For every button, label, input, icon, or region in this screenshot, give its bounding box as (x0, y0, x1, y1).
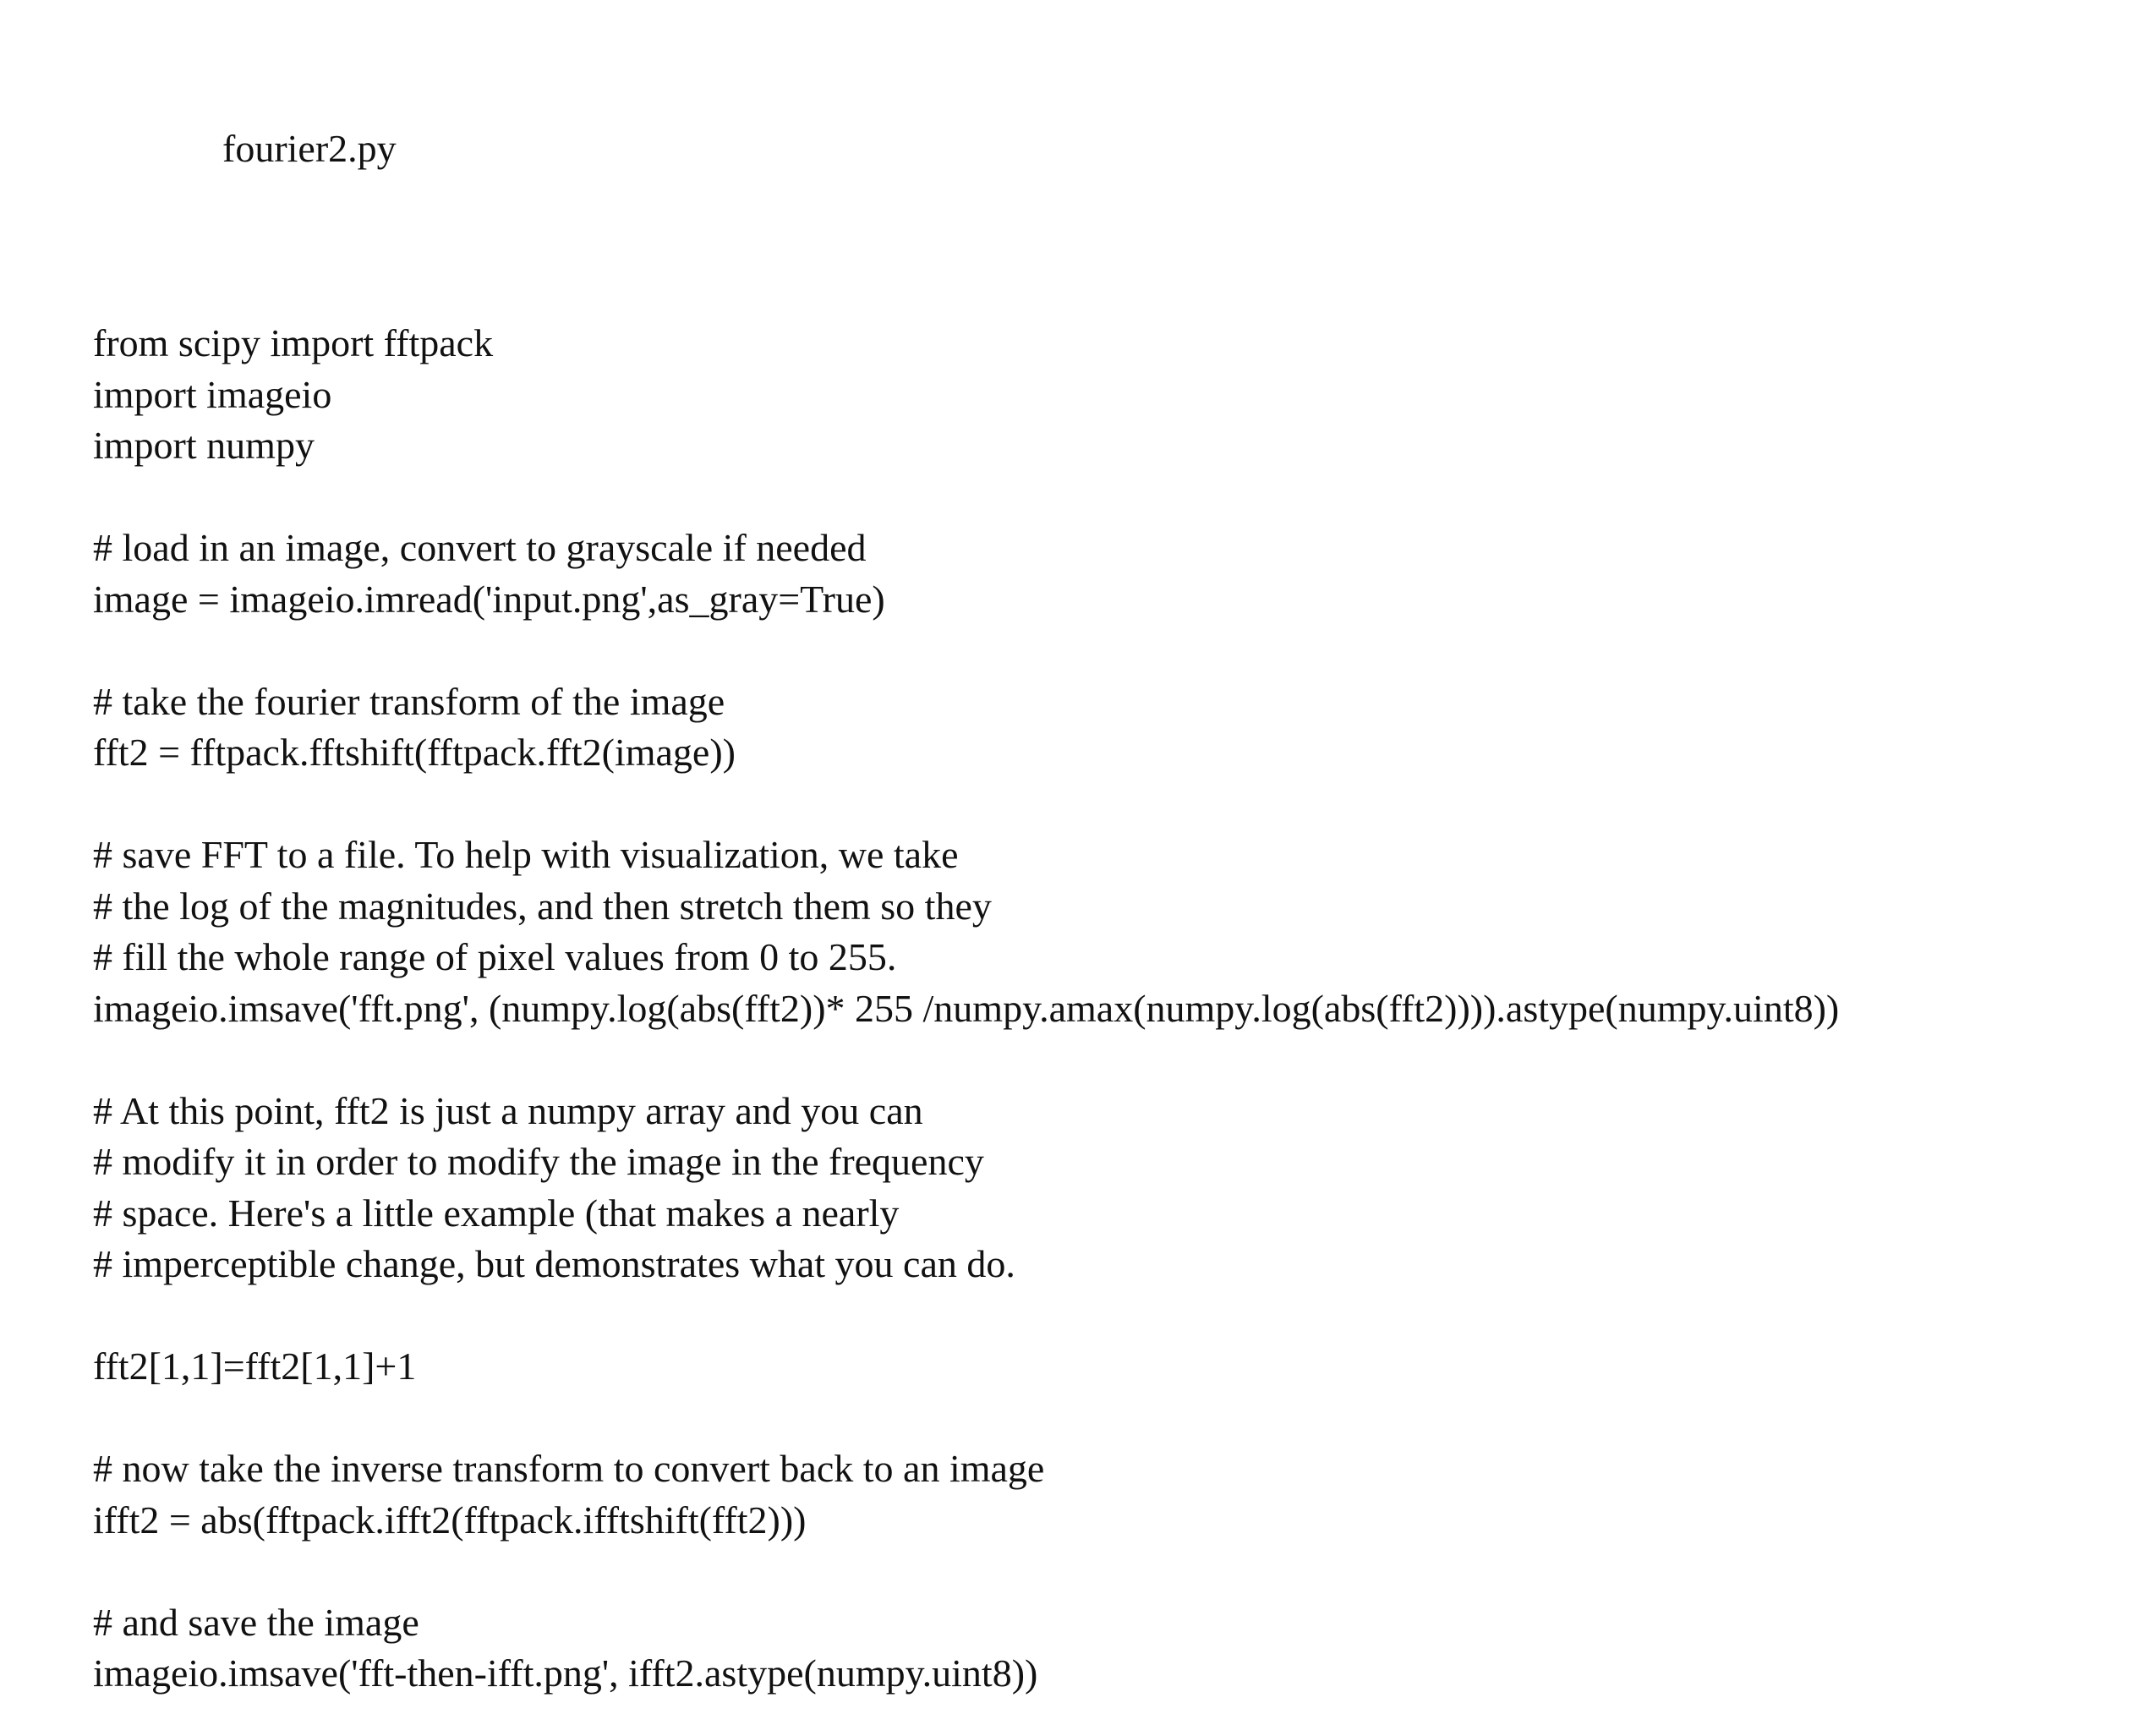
code-line: # the log of the magnitudes, and then stretch them so they (93, 884, 992, 928)
code-line: fft2[1,1]=fft2[1,1]+1 (93, 1344, 417, 1388)
code-line: # and save the image (93, 1600, 419, 1644)
code-line: # load in an image, convert to grayscale if needed (93, 526, 867, 569)
code-line: # save FFT to a file. To help with visualization, we take (93, 833, 959, 876)
code-line (93, 625, 1839, 676)
code-line: imageio.imsave('fft.png', (numpy.log(abs(fft2))* 255 /numpy.amax(numpy.log(abs(fft2)))).astype(numpy.uint8)) (93, 986, 1840, 1030)
code-line: image = imageio.imread('input.png',as_gray=True) (93, 577, 885, 621)
code-line: from scipy import fftpack (93, 321, 494, 364)
code-line (93, 1393, 1839, 1444)
code-line: ifft2 = abs(fftpack.ifft2(fftpack.ifftshift(fft2))) (93, 1498, 807, 1542)
code-line: import imageio (93, 372, 332, 416)
code-line (93, 472, 1839, 523)
code-line: # imperceptible change, but demonstrates what you can do. (93, 1242, 1015, 1285)
code-line: fft2 = fftpack.fftshift(fftpack.fft2(image)) (93, 731, 736, 774)
code-line (93, 1034, 1839, 1086)
document-title: fourier2.py (222, 127, 397, 170)
code-line: # space. Here's a little example (that makes a nearly (93, 1191, 900, 1235)
code-line: # take the fourier transform of the image (93, 679, 725, 723)
code-line: # now take the inverse transform to convert back to an image (93, 1447, 1045, 1490)
code-line: import numpy (93, 424, 315, 467)
code-line: # modify it in order to modify the image in the frequency (93, 1140, 984, 1183)
code-line (93, 779, 1839, 830)
code-line: # fill the whole range of pixel values from 0 to 255. (93, 935, 897, 978)
code-line: imageio.imsave('fft-then-ifft.png', ifft2.astype(numpy.uint8)) (93, 1651, 1038, 1695)
code-line (93, 1290, 1839, 1342)
code-line (93, 1546, 1839, 1597)
code-line: # At this point, fft2 is just a numpy array and you can (93, 1088, 923, 1132)
code-listing (93, 318, 1839, 1700)
